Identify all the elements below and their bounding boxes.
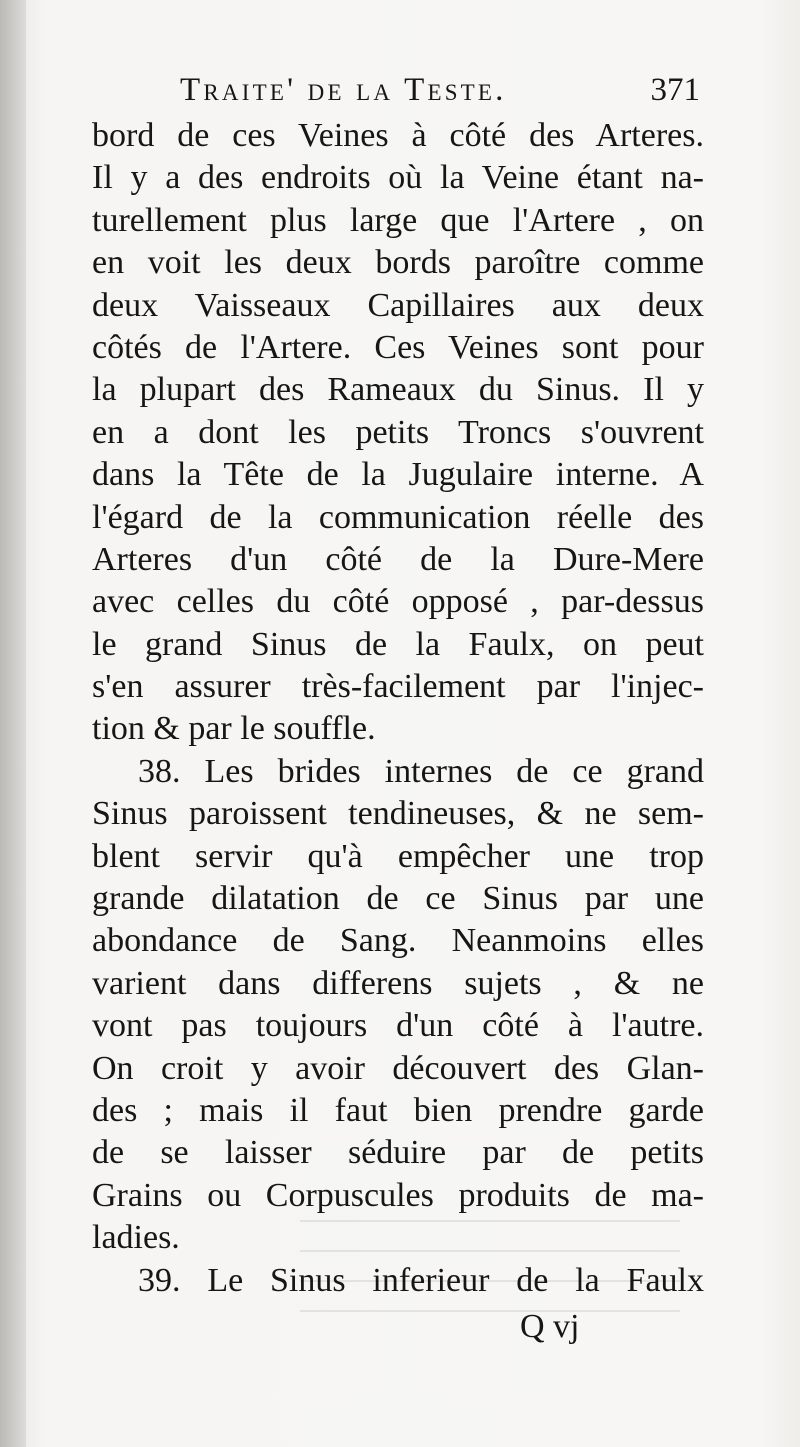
text-line: Sinus paroissent tendineuses, & ne sem- xyxy=(92,795,704,833)
text-line: blent servir qu'à empêcher une trop xyxy=(92,837,704,875)
text-line: en voit les deux bords paroître comme xyxy=(92,244,704,282)
text-line: On croit y avoir découvert des Glan- xyxy=(92,1049,704,1087)
text-line: ladies. xyxy=(92,1219,180,1257)
paragraph-38-first-line: 38. Les brides internes de ce grand xyxy=(138,752,704,790)
text-line: tion & par le souffle. xyxy=(92,710,376,748)
page-header xyxy=(180,72,700,116)
paragraph-39-first-line: 39. Le Sinus inferieur de la Faulx xyxy=(138,1261,704,1299)
text-line: des ; mais il faut bien prendre garde xyxy=(92,1091,704,1129)
text-line: vont pas toujours d'un côté à l'autre. xyxy=(92,1007,704,1045)
text-line: le grand Sinus de la Faulx, on peut xyxy=(92,625,704,663)
text-line: Il y a des endroits où la Veine étant na- xyxy=(92,159,704,197)
text-line: avec celles du côté opposé , par-dessus xyxy=(92,583,704,621)
text-line: dans la Tête de la Jugulaire interne. A xyxy=(92,456,704,494)
text-line: deux Vaisseaux Capillaires aux deux xyxy=(92,286,704,324)
text-line: Arteres d'un côté de la Dure-Mere xyxy=(92,540,704,578)
running-title: Traite' de la Teste. xyxy=(180,72,507,108)
text-line: turellement plus large que l'Artere , on xyxy=(92,201,704,239)
text-line: de se laisser séduire par de petits xyxy=(92,1134,704,1172)
catchword-signature: Q vj xyxy=(520,1308,580,1345)
text-line: varient dans differens sujets , & ne xyxy=(92,964,704,1002)
text-line: Grains ou Corpuscules produits de ma- xyxy=(92,1176,704,1214)
text-line: bord de ces Veines à côté des Arteres. xyxy=(92,117,704,154)
text-line: grande dilatation de ce Sinus par une xyxy=(92,880,704,918)
page-gutter-shadow xyxy=(0,0,26,1447)
body-text xyxy=(92,115,704,1302)
text-line: la plupart des Rameaux du Sinus. Il y xyxy=(92,371,704,409)
text-line: s'en assurer très-facilement par l'injec- xyxy=(92,668,704,706)
text-line: abondance de Sang. Neanmoins elles xyxy=(92,922,704,960)
text-line: l'égard de la communication réelle des xyxy=(92,498,704,536)
text-line: en a dont les petits Troncs s'ouvrent xyxy=(92,413,704,451)
page-number: 371 xyxy=(650,72,700,108)
text-line: côtés de l'Artere. Ces Veines sont pour xyxy=(92,328,704,366)
